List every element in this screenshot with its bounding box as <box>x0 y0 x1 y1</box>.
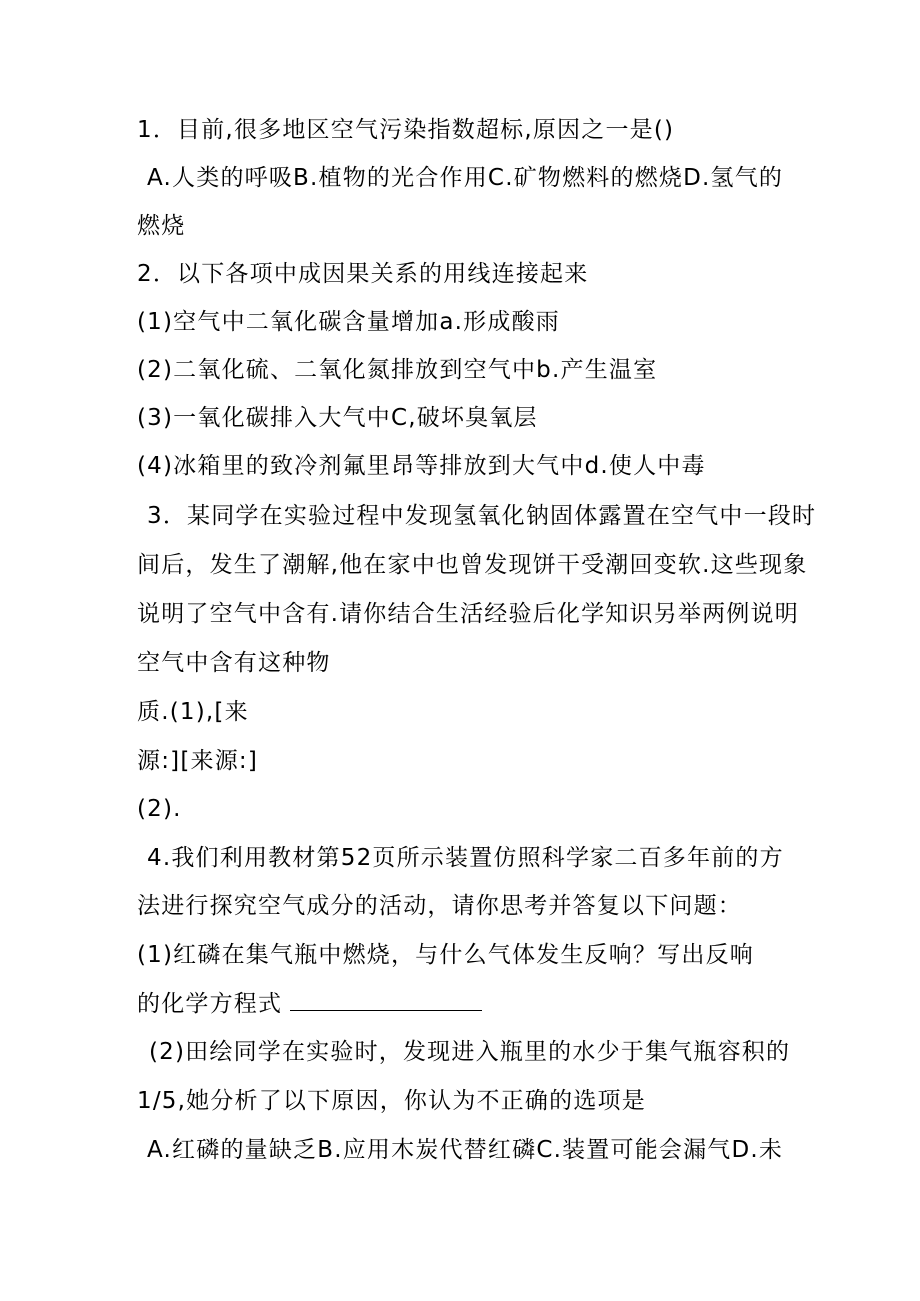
q3-line-3: 说明了空气中含有.请你结合生活经验后化学知识另举两例说明 <box>137 601 799 627</box>
q4-sub-1-equation-label: 的化学方程式 <box>137 991 283 1017</box>
q3-line-6: 源:][来源:] <box>137 748 259 774</box>
q2-item-3: (3)一氧化碳排入大气中C,破坏臭氧层 <box>137 405 538 431</box>
q3-question: 3．某同学在实验过程中发现氢氧化钠固体露置在空气中一段时 <box>147 503 817 529</box>
q4-sub-1: (1)红磷在集气瓶中燃烧，与什么气体发生反响？写出反响 <box>137 942 754 968</box>
q2-question: 2．以下各项中成因果关系的用线连接起来 <box>137 261 589 287</box>
q2-item-1: (1)空气中二氧化碳含量增加a.形成酸雨 <box>137 309 560 335</box>
q4-sub-2-line-2: 1/5,她分析了以下原因，你认为不正确的选项是 <box>137 1088 646 1114</box>
q4-line-2: 法进行探究空气成分的活动，请你思考并答复以下问题： <box>137 893 742 919</box>
q4-sub-2: (2)田绘同学在实验时，发现进入瓶里的水少于集气瓶容积的 <box>149 1039 791 1065</box>
q3-line-4: 空气中含有这种物 <box>137 650 331 676</box>
q2-item-4: (4)冰箱里的致冷剂氟里昂等排放到大气中d.使人中毒 <box>137 453 706 479</box>
q2-item-2: (2)二氧化硫、二氧化氮排放到空气中b.产生温室 <box>137 357 658 383</box>
q3-line-2: 间后，发生了潮解,他在家中也曾发现饼干受潮回变软.这些现象 <box>137 552 808 578</box>
q4-sub-1-equation-line <box>137 988 482 1019</box>
q1-options-continued: 燃烧 <box>137 213 186 239</box>
answer-blank[interactable] <box>290 988 482 1011</box>
q3-line-7: (2). <box>137 796 182 822</box>
q1-question: 1．目前,很多地区空气污染指数超标,原因之一是() <box>137 117 675 143</box>
q1-options: A.人类的呼吸B.植物的光合作用C.矿物燃料的燃烧D.氢气的 <box>147 165 784 191</box>
q4-question: 4.我们利用教材第52页所示装置仿照科学家二百多年前的方 <box>147 845 784 871</box>
q4-options: A.红磷的量缺乏B.应用木炭代替红磷C.装置可能会漏气D.未 <box>147 1137 784 1163</box>
q3-line-5: 质.(1),[来 <box>137 699 249 725</box>
